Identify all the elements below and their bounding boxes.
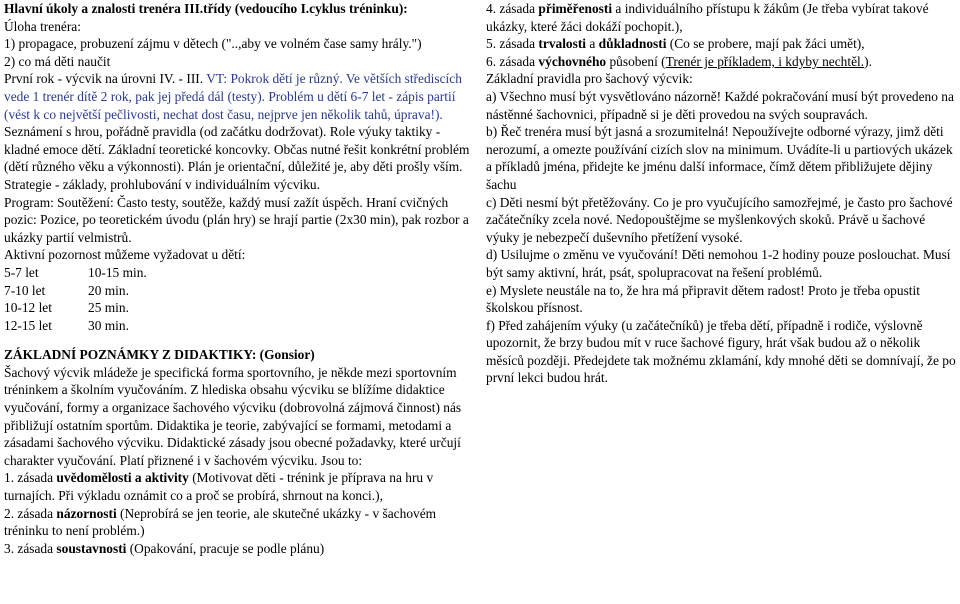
rule-f: f) Před zahájením výuky (u začátečníků) je třeba dětí, případně i rodiče, výslovně upozornit, že brzy budou mít v ruce šachové figury, hrát však budou až o několik měsíců později. Předejdete tak možnému zklamání, kdy mnohé děti se domnívají, že po první lekci budou hrát.: [486, 317, 956, 386]
principle-1: [4, 469, 474, 504]
didactics-heading: ZÁKLADNÍ POZNÁMKY Z DIDAKTIKY: (Gonsior): [4, 347, 315, 363]
principle-prefix: 5. zásada: [486, 36, 539, 52]
item-teaching: 2) co má děti naučit: [4, 53, 111, 69]
principle-keyword: názornosti: [56, 505, 117, 521]
rule-b: b) Řeč trenéra musí být jasná a srozumitelná! Nepoužívejte odborné výrazy, jimž děti nerozumí, a omezte používání cizích slov na minimum. Uvádíte-li u partiových ukázek a příkladů jména, přidejte ke jménu další informace, čímž dětem přibližujete dějiny šachu: [486, 124, 953, 192]
age-group: 7-10 let: [4, 282, 46, 298]
role-label: Úloha trenéra:: [4, 18, 81, 34]
principle-keyword: přiměřenosti: [538, 1, 613, 16]
principle-prefix: 3. zásada: [4, 540, 57, 556]
principle-description: (Motivovat děti - trénink je příprava na hru v turnajích. Při výkladu oznámit co a proč se probírá, shrnout na konci.),: [4, 470, 434, 504]
principle-keyword: uvědomělosti a aktivity: [56, 470, 189, 486]
rule-c: c) Děti nesmí být přetěžovány. Co je pro vyučujícího samozřejmé, je často pro šachové začátečníky zcela nové. Nedopouštějme se myšlenkových skoků. Právě u šachové výuky je nebezpečí duševního přetížení vysoké.: [486, 194, 953, 245]
principle-description: (Opakování, pracuje se podle plánu): [126, 540, 325, 556]
principle-description: ).: [864, 53, 872, 69]
principle-prefix: 4. zásada: [486, 1, 539, 16]
attention-label: Aktivní pozornost můžeme vyžadovat u dětí:: [4, 247, 246, 263]
principle-description: a individuálního přístupu k žákům (Je třeba vybírat takové ukázky, které žáci dokáží pochopit.),: [486, 1, 929, 34]
principle-5: [486, 35, 958, 53]
rule-a: a) Všechno musí být vysvětlováno názorně! Každé pokračování musí být provedeno na nástěnné šachovnici, případně si je děti provedou na svých soupravách.: [486, 88, 954, 122]
age-group: 5-7 let: [4, 264, 39, 280]
principle-connector: působení (: [606, 53, 666, 69]
first-year-paragraph: [4, 70, 474, 123]
age-group: 12-15 let: [4, 317, 52, 333]
age-group: 10-12 let: [4, 300, 52, 316]
right-column: [486, 0, 958, 387]
attention-time: 10-15 min.: [88, 264, 147, 280]
principle-description: (Neprobírá se jen teorie, ale skutečné ukázky - v šachovém tréninku to není problém.): [4, 505, 437, 539]
attention-time: 20 min.: [88, 282, 129, 298]
principle-2: [4, 505, 474, 540]
item-propagation: 1) propagace, probuzení zájmu v dětech ("..,aby ve volném čase samy hrály."): [4, 36, 422, 52]
first-year-detail: VT: Pokrok dětí je různý. Ve větších střediscích vede 1 trenér dítě 2 rok, pak jej předá dál (testy). Problém u dětí 6-7 let - zápis partií (vést k co největší pečlivosti, nechat dost času, nejprve jen několik tahů, úprava!).: [4, 71, 462, 122]
first-year-lead: První rok - výcvik na úrovni IV. - III.: [4, 71, 207, 87]
principle-keyword: soustavnosti: [56, 540, 127, 556]
principle-4: [486, 0, 958, 35]
principle-underlined-note: Trenér je příkladem, i kdyby nechtěl.: [665, 53, 865, 69]
principle-keyword: výchovného: [538, 53, 607, 69]
attention-time: 30 min.: [88, 317, 129, 333]
attention-table: [4, 264, 474, 334]
principle-connector: a: [586, 36, 599, 52]
left-column: [4, 0, 474, 557]
document-title: Hlavní úkoly a znalosti trenéra III.třídy (vedoucího I.cyklus tréninku):: [4, 1, 408, 16]
rule-e: e) Myslete neustále na to, že hra má připravit dětem radost! Proto je třeba opustit školskou přísnost.: [486, 282, 920, 316]
rules-heading: Základní pravidla pro šachový výcvik:: [486, 71, 693, 87]
intro-paragraph: Seznámení s hrou, pořádně pravidla (od začátku dodržovat). Role výuky taktiky - kladné emoce dětí. Základní teoretické koncovky. Občas nutné řešit konkrétní problém (dětí různého věku a výkonnosti). Plán je orientační, důležité je, aby děti prošly vším. Strategie - základy, prohlubování v individuálním výcviku.: [4, 124, 470, 192]
principle-prefix: 2. zásada: [4, 505, 57, 521]
principle-6: [486, 53, 958, 71]
principle-description: (Co se probere, mají pak žáci umět),: [666, 36, 865, 52]
program-paragraph: Program: Soutěžení: Často testy, soutěže, každý musí zažít úspěch. Hraní cvičných pozic: Pozice, po teoretickém úvodu (plán hry) se hrají partie (2x30 min), pak rozbor a ukázky partií velmistrů.: [4, 194, 469, 245]
principle-prefix: 1. zásada: [4, 470, 57, 486]
attention-time: 25 min.: [88, 300, 129, 316]
rule-d: d) Usilujme o změnu ve vyučování! Děti nemohou 1-2 hodiny pouze poslouchat. Musí být samy aktivní, hrát, psát, spolupracovat na řešení problémů.: [486, 247, 951, 280]
principle-prefix: 6. zásada: [486, 53, 539, 69]
principle-keyword: důkladnosti: [598, 36, 667, 52]
didactics-paragraph: Šachový výcvik mládeže je specifická forma sportovního, je někde mezi sportovním tréninkem a školním vyučováním. Z hlediska obsahu výcviku se blížíme didaktice vyučování, formy a organizace šachového výcviku (dobrovolná zájmová činnost) nás přibližují ostatním sportům. Didaktika je teorie, zabývající se formami, metodami a zásadami šachového výcviku. Didaktické zásady jsou obecné požadavky, které určují charakter vyučování. Platí přiznené i v šachovém výcviku. Jsou to:: [4, 364, 462, 468]
principle-keyword: trvalosti: [538, 36, 587, 52]
principle-3: [4, 540, 474, 558]
